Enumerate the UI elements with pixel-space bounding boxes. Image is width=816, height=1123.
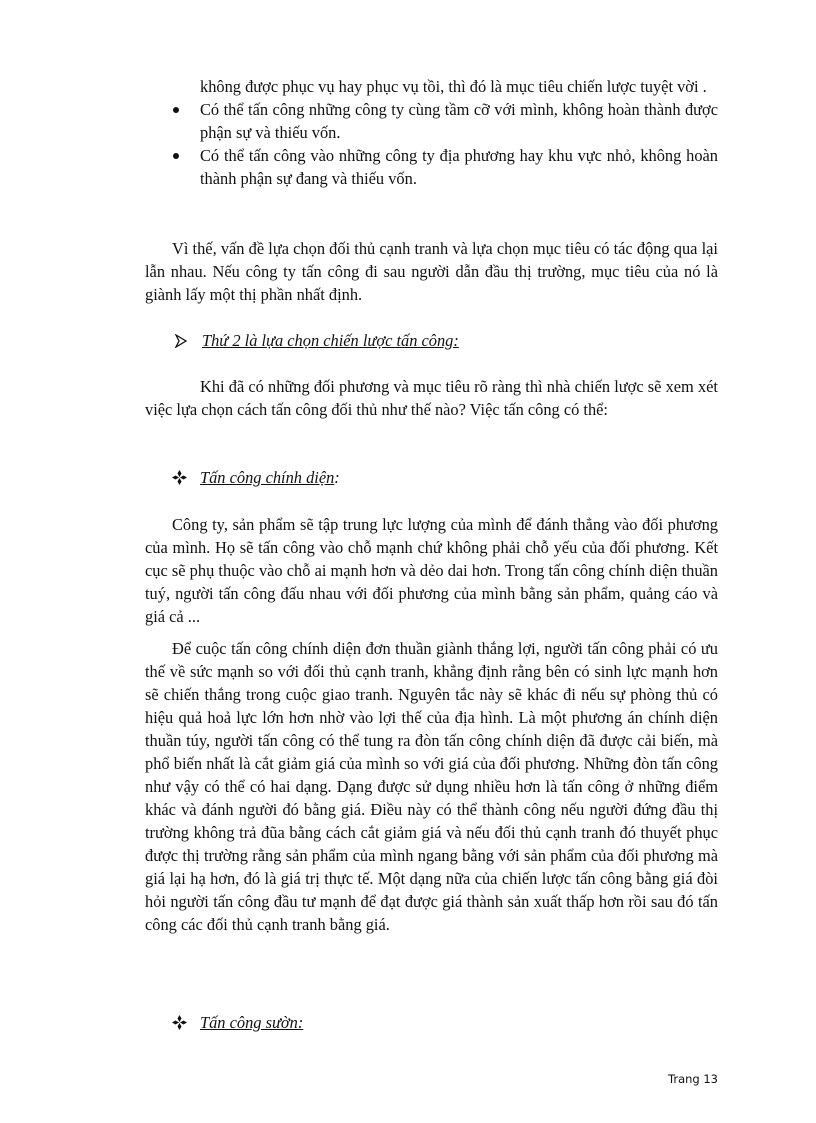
list-item [170,98,718,144]
list-item [170,75,718,98]
heading-text: Thứ 2 là lựa chọn chiến lược tấn công: [202,331,459,350]
section-heading-flank-attack [172,1011,303,1034]
four-diamond-icon [172,1011,188,1034]
section-heading-frontal-attack [172,466,340,489]
heading-text: Tấn công chính diện [200,468,335,487]
section-heading-attack-strategy [174,329,459,352]
bullet-list [170,75,718,190]
list-item [170,144,718,190]
bullet-dot-icon [173,153,179,159]
paragraph-attack-options: Khi đã có những đối phương và mục tiêu rõ ràng thì nhà chiến lược sẽ xem xét việc lựa chọn cách tấn công đối thủ như thế nào? Việc tấn công có thể: [145,377,718,419]
heading-text: Tấn công sườn: [200,1013,304,1032]
list-item-text: Có thể tấn công những công ty cùng tầm cỡ với mình, không hoàn thành được phận sự và thiếu vốn. [200,100,718,142]
list-item-text: Có thể tấn công vào những công ty địa phương hay khu vực nhỏ, không hoàn thành phận sự đang và thiếu vốn. [200,146,718,188]
bullet-dot-icon [173,107,179,113]
arrow-right-icon [174,329,190,352]
list-item-text: không được phục vụ hay phục vụ tồi, thì đó là mục tiêu chiến lược tuyệt vời . [200,77,707,96]
four-diamond-icon [172,466,188,489]
paragraph-frontal-attack-detail: Để cuộc tấn công chính diện đơn thuần giành thắng lợi, người tấn công phải có ưu thế về sức mạnh so với đối thủ cạnh tranh, khẳng định rằng bên có sinh lực mạnh hơn sẽ chiến thắng trong cuộc giao tranh. Nguyên tắc này sẽ khác đi nếu sự phòng thủ có hiệu quả hoả lực lớn hơn nhờ vào lợi thế của địa hình. Là một phương án chính diện thuần túy, người tấn công có thể tung ra đòn tấn công chính diện đã được cải biến, mà phổ biến nhất là cắt giảm giá của mình so với giá của đối phương. Những đòn tấn công như vậy có thể có hai dạng. Dạng được sử dụng nhiều hơn là tấn công ở những điểm khác và đánh người đó bằng giá. Điều này có thể thành công nếu người đứng đầu thị trường không trả đũa bằng cách cắt giảm giá và nếu đối thủ cạnh tranh đó thuyết phục được thị trường rằng sản phẩm của mình ngang bằng với sản phẩm của đối phương mà giá lại hạ hơn, đó là giá trị thực tế. Một dạng nữa của chiến lược tấn công bằng giá đòi hỏi người tấn công đầu tư mạnh để đạt được giá thành sản xuất thấp hơn rồi sau đó tấn công các đối thủ cạnh tranh bằng giá. [145,639,718,934]
heading-colon: : [334,468,340,487]
page-number: Trang 13 [668,1072,718,1086]
paragraph-choice-of-competitor: Vì thế, vấn đề lựa chọn đối thủ cạnh tranh và lựa chọn mục tiêu có tác động qua lại lẫn nhau. Nếu công ty tấn công đi sau người dẫn đầu thị trường, mục tiêu của nó là giành lấy một thị phần nhất định. [145,239,718,304]
paragraph-frontal-attack: Công ty, sản phẩm sẽ tập trung lực lượng của mình để đánh thẳng vào đối phương của mình. Họ sẽ tấn công vào chỗ mạnh chứ không phải chỗ yếu của đối phương. Kết cục sẽ phụ thuộc vào chỗ ai mạnh hơn và dẻo dai hơn. Trong tấn công chính diện thuần tuý, người tấn công đấu nhau với đối phương của mình bằng sản phẩm, quảng cáo và giá cả ... [145,515,718,626]
